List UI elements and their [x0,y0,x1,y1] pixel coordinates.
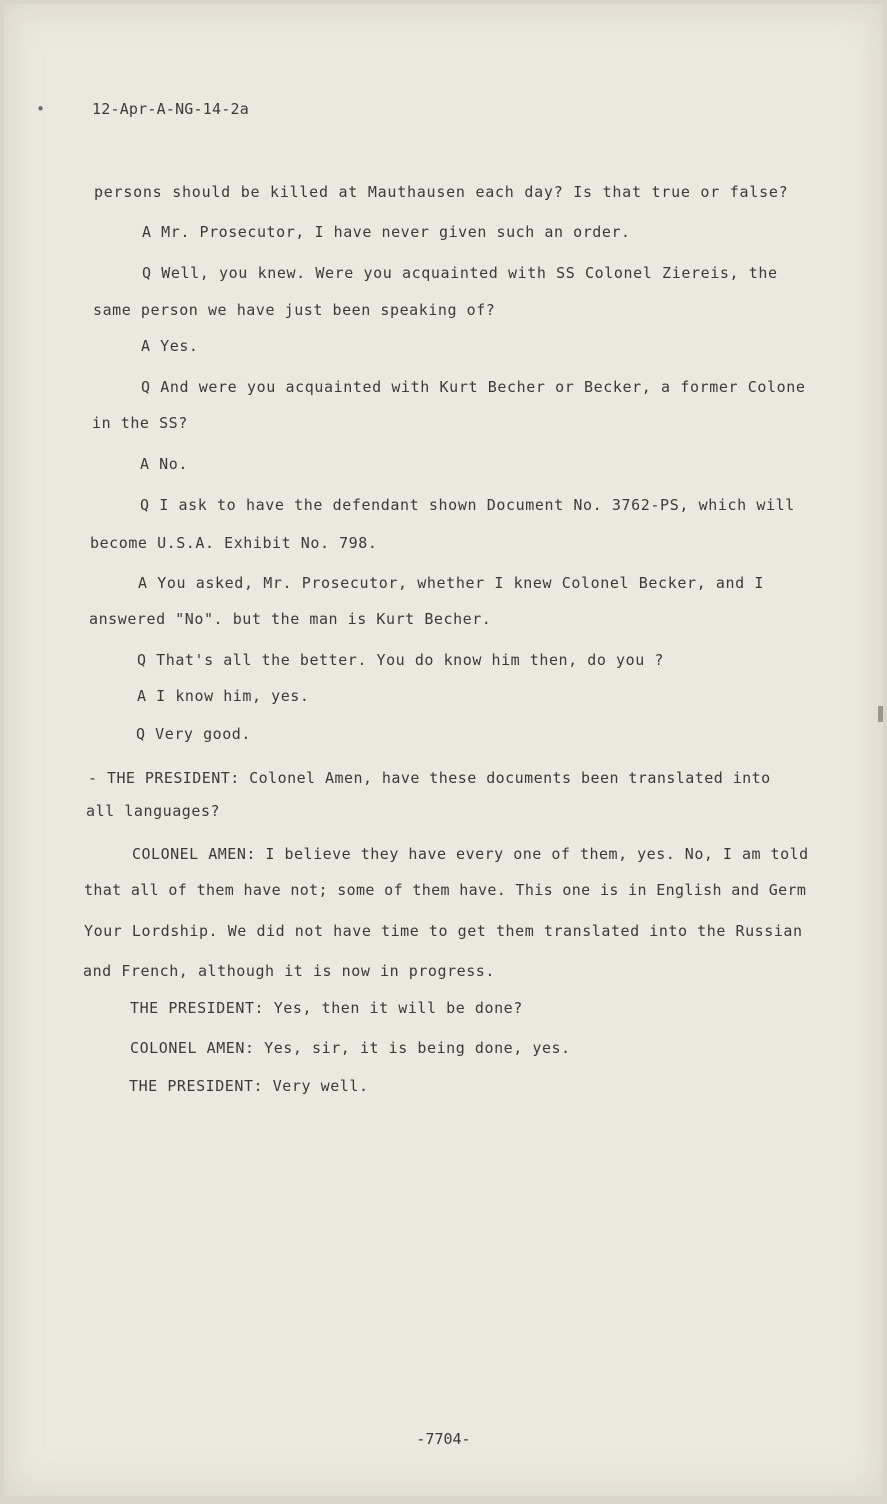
page-header-reference: 12-Apr-A-NG-14-2a [92,100,249,118]
transcript-line: all languages? [86,802,221,820]
transcript-line: A No. [140,455,188,473]
transcript-line: Q And were you acquainted with Kurt Becher or Becker, a former Colone [141,378,806,396]
transcript-line: A I know him, yes. [137,687,310,705]
transcript-line: THE PRESIDENT: Yes, then it will be done? [130,999,523,1017]
transcript-line: in the SS? [92,414,188,432]
transcript-line: THE PRESIDENT: Very well. [129,1077,369,1095]
transcript-line: COLONEL AMEN: I believe they have every one of them, yes. No, I am told [132,845,809,863]
transcript-line: persons should be killed at Mauthausen each day? Is that true or false? [94,183,789,201]
transcript-line: that all of them have not; some of them have. This one is in English and Germ [84,881,807,899]
transcript-line: A Yes. [141,337,199,355]
transcript-line: COLONEL AMEN: Yes, sir, it is being done, yes. [130,1039,571,1057]
paper-edge-mark [878,706,883,722]
margin-mark: • [36,100,46,118]
transcript-line: A Mr. Prosecutor, I have never given such an order. [142,223,631,241]
transcript-line: A You asked, Mr. Prosecutor, whether I knew Colonel Becker, and I [138,574,764,592]
transcript-line: and French, although it is now in progress. [83,962,495,980]
transcript-line: same person we have just been speaking of? [93,301,496,319]
transcript-page [4,4,883,1496]
transcript-line: Q Well, you knew. Were you acquainted with SS Colonel Ziereis, the [142,264,778,282]
transcript-line: - THE PRESIDENT: Colonel Amen, have these documents been translated into [88,769,771,787]
transcript-line: Q Very good. [136,725,251,743]
page-number: -7704- [416,1430,471,1448]
transcript-line: Your Lordship. We did not have time to get them translated into the Russian [84,922,803,940]
transcript-line: Q That's all the better. You do know him then, do you ? [137,651,664,669]
transcript-line: Q I ask to have the defendant shown Document No. 3762-PS, which will [140,496,795,514]
transcript-line: answered "No". but the man is Kurt Becher. [89,610,492,628]
transcript-line: become U.S.A. Exhibit No. 798. [90,534,378,552]
